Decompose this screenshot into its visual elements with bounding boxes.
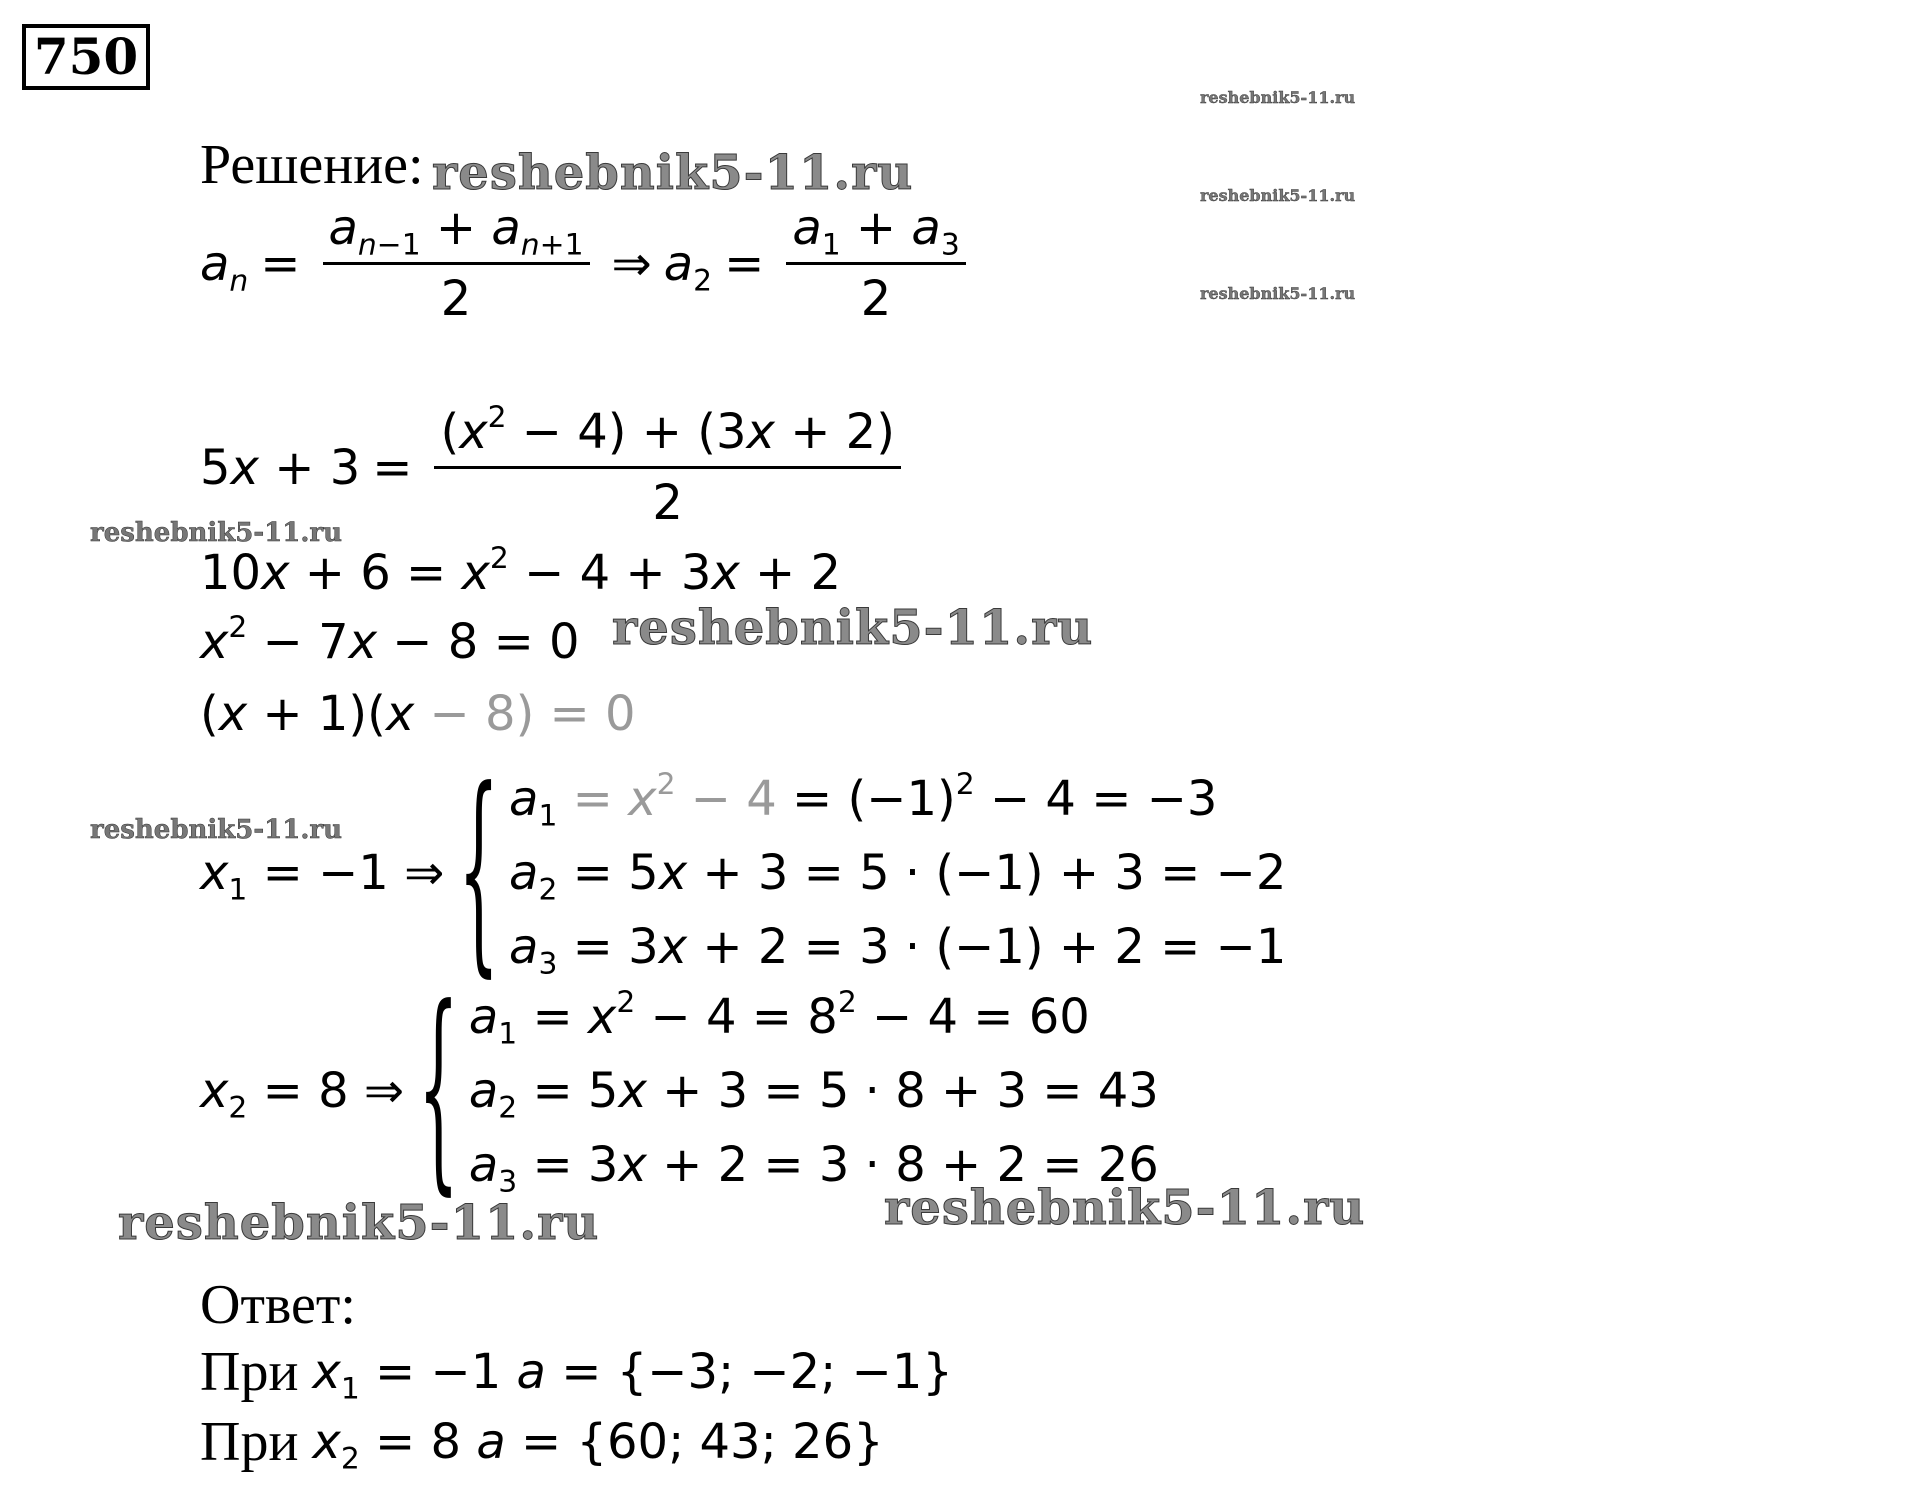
solution-label: Решение: bbox=[200, 134, 424, 196]
watermark-4: reshebnik5-11.ru bbox=[884, 1180, 1366, 1236]
system-x2: $x_2 = 8$ ⇒ { $a_1 = x^2 - 4 = 8^2 - 4 = 60$ $a_2 = 5x + 3 = 5 \cdot 8 + 3 = 43$ $a_3 = 3x + 2 = 3 \cdot 8 + 2 = 26$ bbox=[200, 965, 1159, 1217]
watermark-mid-1: reshebnik5-11.ru bbox=[90, 518, 343, 548]
watermark-1: reshebnik5-11.ru bbox=[432, 145, 914, 201]
answer-label: Ответ: bbox=[200, 1274, 356, 1336]
equation-line-1: $10x + 6 = x^2 - 4 + 3x + 2$ bbox=[200, 541, 842, 601]
watermark-small-1: reshebnik5-11.ru bbox=[1200, 88, 1356, 107]
answer-line-2: При $x_2 = 8$ a = {60; 43; 26} bbox=[200, 1411, 884, 1477]
watermark-2: reshebnik5-11.ru bbox=[612, 600, 1094, 656]
watermark-3: reshebnik5-11.ru bbox=[118, 1195, 600, 1251]
answer-line-1: При $x_1 = -1$ a = {−3; −2; −1} bbox=[200, 1341, 953, 1407]
equation-line-2: $x^2 - 7x - 8 = 0$ bbox=[200, 610, 580, 670]
watermark-small-3: reshebnik5-11.ru bbox=[1200, 284, 1356, 303]
system-x1: $x_1 = -1$ ⇒ { $a_1 = x^2 - 4 = (-1)^2 - 4 = -3$ $a_2 = 5x + 3 = 5 \cdot (-1) + 3 = -2$ $a_3 = 3x + 2 = 3 \cdot (-1) + 2 = -1$ bbox=[200, 747, 1287, 999]
watermark-small-2: reshebnik5-11.ru bbox=[1200, 186, 1356, 205]
problem-number: 750 bbox=[22, 24, 150, 90]
equation-line-3: (x + 1)(x − 8) = 0 bbox=[200, 686, 636, 742]
watermark-mid-2: reshebnik5-11.ru bbox=[90, 815, 343, 845]
equation-substitution: 5x + 3 = $\frac{(x^2 - 4) + (3x + 2)}{2}$ bbox=[200, 404, 911, 531]
formula-mean-property: $a_n$ = $\frac{a_{n-1} + a_{n+1}}{2}$ ⇒ $a_2$ = $\frac{a_1 + a_3}{2}$ bbox=[200, 200, 976, 327]
